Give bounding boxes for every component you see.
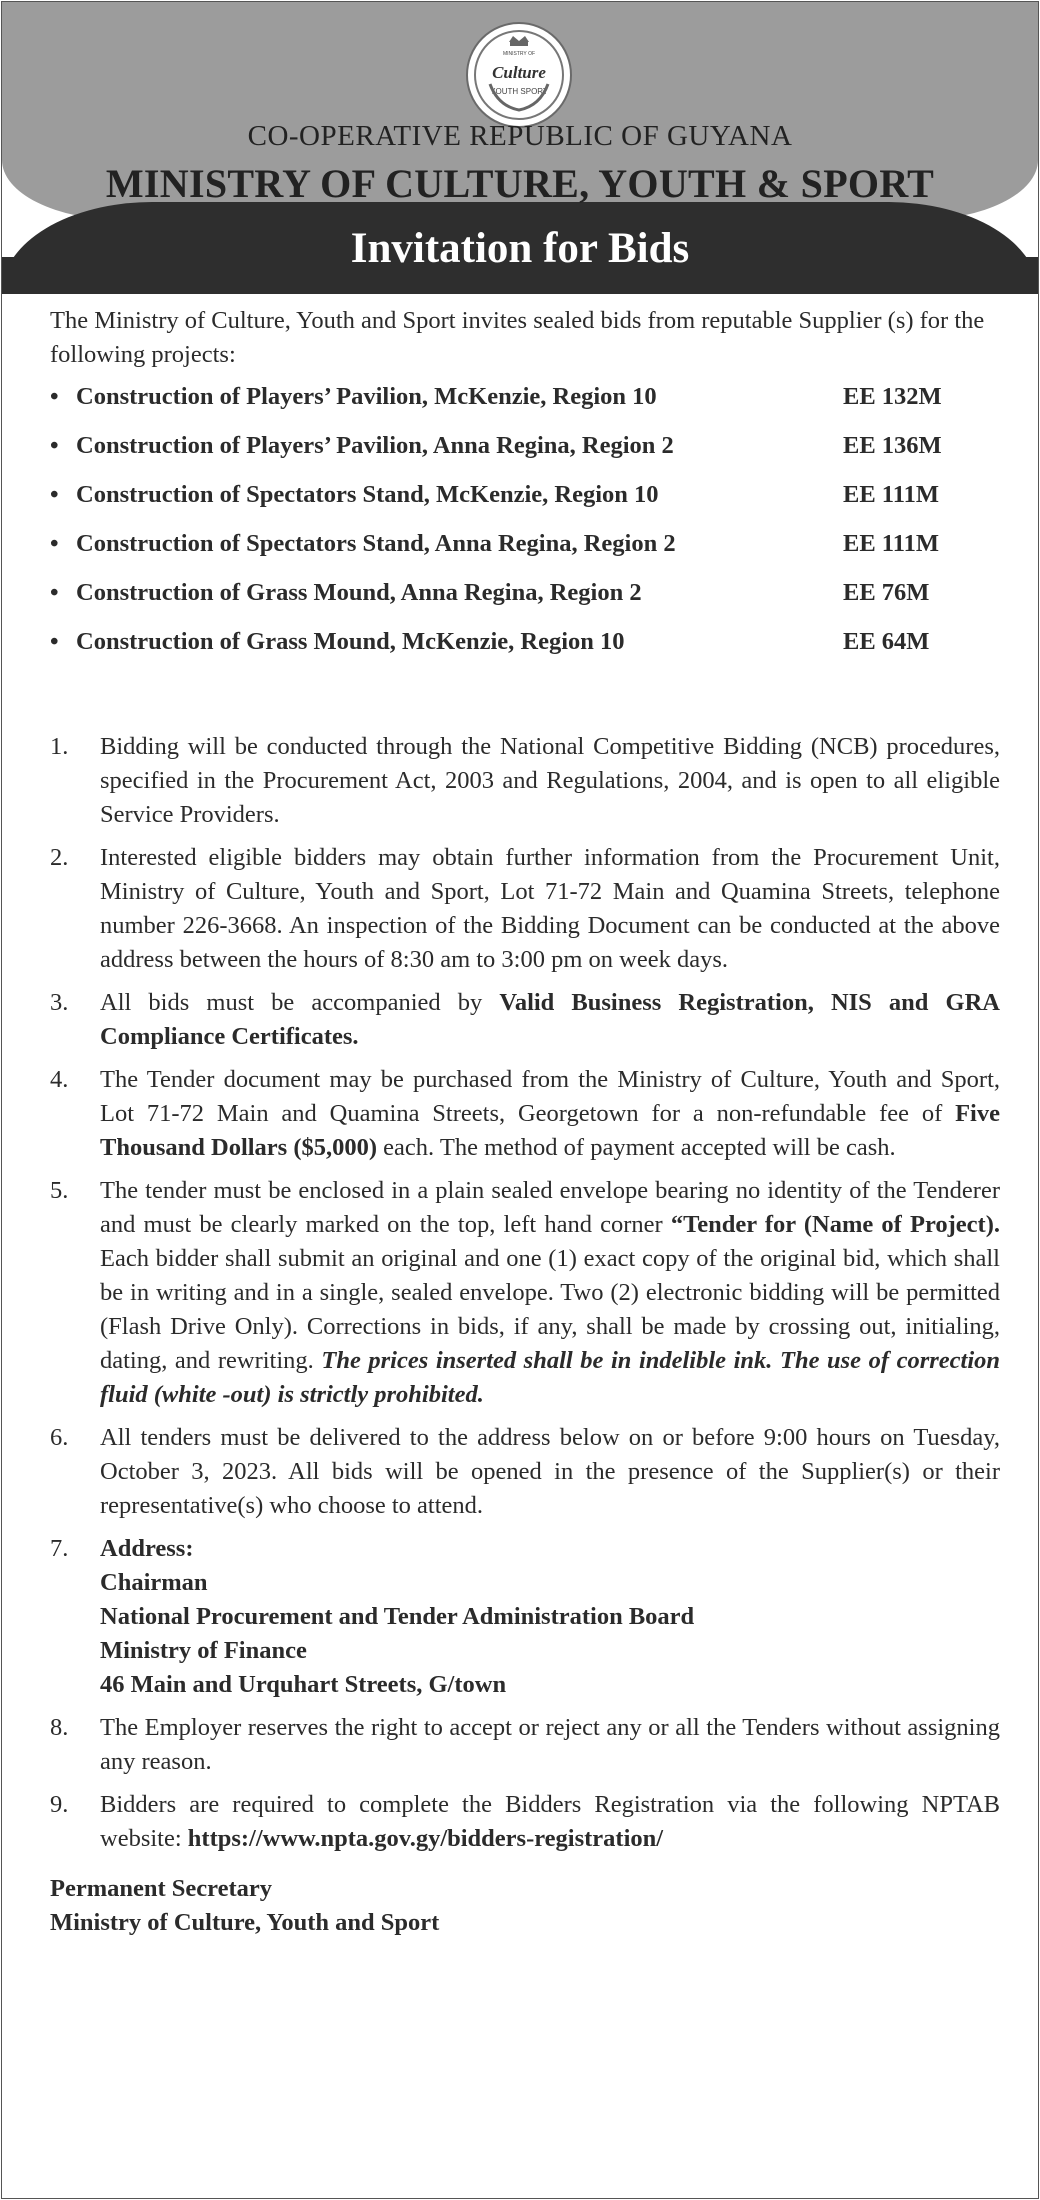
item-number: 9.: [50, 1791, 69, 1818]
project-name: Construction of Spectators Stand, Anna Regina, Region 2: [76, 530, 676, 557]
crown-icon: [509, 36, 529, 42]
project-name: Construction of Players’ Pavilion, McKenzie, Region 10: [76, 383, 657, 410]
project-item: [50, 576, 1000, 625]
item-number: 3.: [50, 989, 69, 1016]
svg-text:YOUTH SPORT: YOUTH SPORT: [490, 87, 548, 96]
item-text-bold-italic: The prices inserted shall be in indelible ink. The use of correction fluid (white -out) is strictly prohibited.: [100, 1347, 1000, 1408]
registration-link[interactable]: https://www.npta.gov.gy/bidders-registration/: [187, 1825, 664, 1852]
item-text: The tender must be enclosed in a plain sealed envelope bearing no identity of the Tenderer and must be clearly marked on the top, left hand corner: [100, 1177, 1000, 1238]
svg-text:MINISTRY OF: MINISTRY OF: [502, 51, 536, 57]
bullet-icon: •: [50, 383, 59, 410]
project-list: [50, 380, 1000, 674]
bullet-icon: •: [50, 432, 59, 459]
item-text: All tenders must be delivered to the address below on or before 9:00 hours on Tuesday, October 3, 2023. All bids will be opened in the presence of the Supplier(s) or their representative(s) who choose to attend.: [100, 1424, 1000, 1519]
condition-item: [50, 1421, 1000, 1523]
condition-item: [50, 1711, 1000, 1779]
page-title: Invitation for Bids: [350, 225, 690, 272]
item-text: each. The method of payment accepted will be cash.: [377, 1134, 896, 1161]
project-name: Construction of Grass Mound, Anna Regina, Region 2: [76, 579, 642, 606]
item-text: All bids must be accompanied by: [100, 989, 500, 1016]
condition-item: [50, 1174, 1000, 1412]
item-text: The Employer reserves the right to accept or reject any or all the Tenders without assigning any reason.: [100, 1714, 1000, 1775]
condition-item: [50, 1063, 1000, 1165]
bullet-icon: •: [50, 481, 59, 508]
notice-body: [50, 304, 1000, 1940]
address-label: Address:: [100, 1535, 194, 1562]
advertisement-frame: [1, 1, 1039, 2199]
item-number: 2.: [50, 844, 69, 871]
signoff-ministry: Ministry of Culture, Youth and Sport: [50, 1909, 440, 1936]
condition-item: [50, 1788, 1000, 1856]
intro-paragraph: The Ministry of Culture, Youth and Sport invites sealed bids from reputable Supplier (s) for the following projects:: [50, 307, 985, 368]
svg-text:Culture: Culture: [492, 63, 546, 82]
item-text: Bidders are required to complete the Bidders Registration via the following NPTAB website:: [100, 1791, 1000, 1852]
item-text-bold: Five Thousand Dollars ($5,000): [100, 1100, 1000, 1161]
ministry-name: MINISTRY OF CULTURE, YOUTH & SPORT: [105, 161, 935, 206]
address-line: Chairman: [100, 1569, 208, 1596]
signoff-title: Permanent Secretary: [50, 1875, 272, 1902]
condition-item: [50, 730, 1000, 832]
project-item: [50, 625, 1000, 674]
project-name: Construction of Grass Mound, McKenzie, Region 10: [76, 628, 625, 655]
project-cost: EE 76M: [843, 579, 930, 606]
signoff: [50, 1872, 1000, 1940]
condition-item: [50, 986, 1000, 1054]
project-cost: EE 64M: [843, 628, 930, 655]
ministry-logo: [466, 22, 572, 128]
address-line: 46 Main and Urquhart Streets, G/town: [100, 1671, 507, 1698]
item-number: 4.: [50, 1066, 69, 1093]
project-cost: EE 136M: [843, 432, 942, 459]
conditions-list: [50, 730, 1000, 1856]
bullet-icon: •: [50, 530, 59, 557]
address-line: National Procurement and Tender Administration Board: [100, 1603, 695, 1630]
address-line: Ministry of Finance: [100, 1637, 307, 1664]
project-item: [50, 429, 1000, 478]
project-item: [50, 380, 1000, 429]
item-number: 6.: [50, 1424, 69, 1451]
project-cost: EE 111M: [843, 530, 939, 557]
project-cost: EE 111M: [843, 481, 939, 508]
country-name: CO-OPERATIVE REPUBLIC OF GUYANA: [247, 120, 793, 152]
item-text: Interested eligible bidders may obtain further information from the Procurement Unit, Ministry of Culture, Youth and Sport, Lot 71-72 Main and Quamina Streets, telephone number 226-3668. An inspection of the Bidding Document can be conducted at the above address between the hours of 8:30 am to 3:00 pm on week days.: [100, 844, 1000, 973]
project-name: Construction of Players’ Pavilion, Anna Regina, Region 2: [76, 432, 674, 459]
item-text: Bidding will be conducted through the National Competitive Bidding (NCB) procedures, specified in the Procurement Act, 2003 and Regulations, 2004, and is open to all eligible Service Providers.: [100, 733, 1000, 828]
project-item: [50, 527, 1000, 576]
item-number: 8.: [50, 1714, 69, 1741]
item-number: 5.: [50, 1177, 69, 1204]
condition-item: [50, 1532, 1000, 1702]
item-text: Each bidder shall submit an original and one (1) exact copy of the original bid, which shall be in writing and in a single, sealed envelope. Two (2) electronic bidding will be permitted (Flash Drive Only). Corrections in bids, if any, shall be made by crossing out, initialing, dating, and rewriting.: [100, 1245, 1000, 1374]
item-text-bold: “Tender for (Name of Project).: [670, 1211, 1000, 1238]
project-item: [50, 478, 1000, 527]
logo-emblem-icon: [468, 24, 570, 126]
condition-item: [50, 841, 1000, 977]
item-number: 1.: [50, 733, 69, 760]
item-text-bold: Valid Business Registration, NIS and GRA Compliance Certificates.: [100, 989, 1000, 1050]
item-text: The Tender document may be purchased from the Ministry of Culture, Youth and Sport, Lot 71-72 Main and Quamina Streets, Georgetown for a non-refundable fee of: [100, 1066, 1000, 1127]
project-cost: EE 132M: [843, 383, 942, 410]
bullet-icon: •: [50, 628, 59, 655]
item-number: 7.: [50, 1535, 69, 1562]
bullet-icon: •: [50, 579, 59, 606]
project-name: Construction of Spectators Stand, McKenzie, Region 10: [76, 481, 659, 508]
